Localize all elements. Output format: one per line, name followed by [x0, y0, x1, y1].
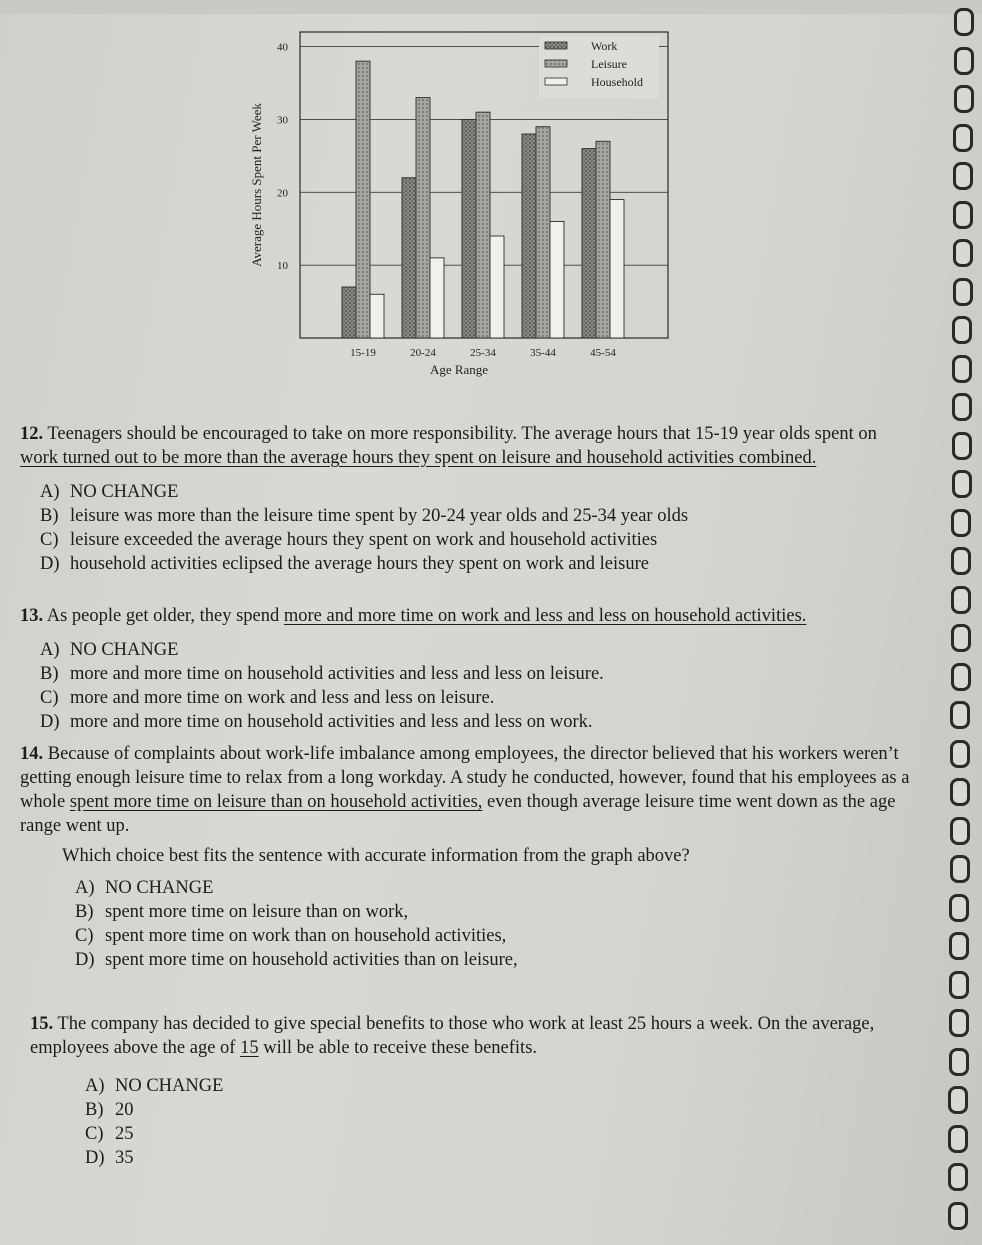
question-15	[30, 1012, 915, 1170]
choice-letter: D)	[85, 1148, 105, 1168]
y-tick-label: 10	[277, 260, 288, 273]
choice-letter: A)	[40, 482, 60, 502]
choice-text: NO CHANGE	[105, 878, 214, 898]
question-13-number: 13.	[20, 606, 44, 626]
question-13-choice-a[interactable]	[20, 638, 890, 662]
question-12-choice-a[interactable]	[20, 480, 890, 504]
binding-ring	[952, 355, 972, 383]
choice-letter: D)	[40, 712, 60, 732]
question-12-choice-b[interactable]	[20, 504, 890, 528]
choice-letter: B)	[40, 664, 59, 684]
bar-work-25-34	[462, 119, 476, 338]
binding-ring	[953, 201, 973, 229]
binding-ring	[951, 663, 971, 691]
bar-household-35-44	[550, 221, 564, 338]
question-14-choice-a[interactable]	[20, 876, 910, 900]
question-15-text: The company has decided to give special benefits to those who work at least 25 hours a week. On the average, employees above the age of	[30, 1014, 875, 1058]
choice-letter: A)	[85, 1076, 105, 1096]
question-13-choice-d[interactable]	[20, 710, 890, 734]
binding-ring	[950, 855, 970, 883]
binding-ring	[953, 278, 973, 306]
question-15-stem	[30, 1012, 915, 1060]
binding-ring	[952, 393, 972, 421]
question-13	[20, 604, 890, 734]
question-14-choice-c[interactable]	[20, 924, 910, 948]
question-15-choice-a[interactable]	[30, 1074, 915, 1098]
binding-ring	[954, 47, 974, 75]
binding-ring	[948, 1125, 968, 1153]
question-12-choice-d[interactable]	[20, 552, 890, 576]
choice-letter: D)	[40, 554, 60, 574]
x-tick-label: 35-44	[530, 347, 556, 359]
legend-swatch-work	[545, 42, 567, 49]
choice-text: 20	[115, 1100, 134, 1120]
binding-ring	[953, 124, 973, 152]
choice-letter: A)	[75, 878, 95, 898]
choice-letter: D)	[75, 950, 95, 970]
question-14	[20, 742, 910, 972]
question-12-stem	[20, 422, 890, 470]
page-top-edge	[0, 0, 982, 14]
question-15-number: 15.	[30, 1014, 54, 1034]
bar-leisure-20-24	[416, 98, 430, 338]
bar-leisure-15-19	[356, 61, 370, 338]
choice-text: spent more time on leisure than on work,	[105, 902, 409, 922]
question-15-text-after: will be able to receive these benefits.	[258, 1038, 538, 1058]
choice-letter: B)	[75, 902, 94, 922]
bar-leisure-25-34	[476, 112, 490, 338]
bar-work-15-19	[342, 287, 356, 338]
question-14-text-after: even though average leisure time went down as the age range went up.	[20, 792, 896, 836]
binding-ring	[948, 1163, 968, 1191]
binding-ring	[953, 162, 973, 190]
y-tick-label: 20	[277, 187, 288, 200]
question-12-choice-c[interactable]	[20, 528, 890, 552]
spiral-binding	[912, 0, 982, 1245]
question-14-choice-b[interactable]	[20, 900, 910, 924]
y-tick-label: 40	[277, 41, 288, 54]
question-15-choice-c[interactable]	[30, 1122, 915, 1146]
choice-text: 35	[115, 1148, 134, 1168]
choice-text: NO CHANGE	[70, 482, 179, 502]
question-14-text: Because of complaints about work-life imbalance among employees, the director believed that his workers weren’t getting enough leisure time to relax from a long workday. A study he conducted, however, found that his employees as a whole	[20, 744, 910, 812]
choice-text: spent more time on work than on household activities,	[105, 926, 507, 946]
binding-ring	[950, 778, 970, 806]
choice-text: NO CHANGE	[70, 640, 179, 660]
question-14-stem	[20, 742, 910, 838]
choice-text: more and more time on household activities and less and less on work.	[70, 712, 593, 732]
question-13-choice-c[interactable]	[20, 686, 890, 710]
question-15-underlined: 15	[240, 1038, 259, 1058]
choice-text: leisure was more than the leisure time spent by 20-24 year olds and 25-34 year olds	[70, 506, 689, 526]
question-12-text: Teenagers should be encouraged to take on more responsibility. The average hours that 15-19 year olds spent on	[47, 424, 877, 444]
choice-text: more and more time on household activities and less and less on leisure.	[70, 664, 604, 684]
binding-ring	[951, 586, 971, 614]
binding-ring	[949, 1048, 969, 1076]
question-14-prompt: Which choice best fits the sentence with accurate information from the graph above?	[62, 846, 690, 866]
question-13-underlined: more and more time on work and less and less on household activities.	[283, 606, 807, 626]
legend-swatch-leisure	[545, 60, 567, 67]
bar-work-20-24	[402, 178, 416, 338]
question-15-choice-d[interactable]	[30, 1146, 915, 1170]
binding-ring	[948, 1202, 968, 1230]
legend-swatch-household	[545, 78, 567, 85]
chart-svg	[245, 30, 685, 385]
x-tick-label: 25-34	[470, 347, 496, 359]
question-15-choice-b[interactable]	[30, 1098, 915, 1122]
binding-ring	[948, 1086, 968, 1114]
bar-household-25-34	[490, 236, 504, 338]
binding-ring	[954, 8, 974, 36]
choice-letter: C)	[85, 1124, 104, 1144]
legend-label-household: Household	[591, 75, 643, 89]
question-12-number: 12.	[20, 424, 44, 444]
binding-ring	[951, 509, 971, 537]
binding-ring	[949, 1009, 969, 1037]
y-tick-label: 30	[277, 114, 288, 127]
bar-household-45-54	[610, 200, 624, 338]
binding-ring	[949, 894, 969, 922]
bar-work-35-44	[522, 134, 536, 338]
question-12-underlined: work turned out to be more than the average hours they spent on leisure and household activities combined.	[20, 448, 817, 468]
legend-label-work: Work	[591, 39, 618, 53]
binding-ring	[950, 817, 970, 845]
choice-letter: B)	[40, 506, 59, 526]
question-14-choice-d[interactable]	[20, 948, 910, 972]
choice-letter: A)	[40, 640, 60, 660]
question-13-text: As people get older, they spend	[46, 606, 284, 626]
choice-text: NO CHANGE	[115, 1076, 224, 1096]
binding-ring	[954, 85, 974, 113]
bar-household-20-24	[430, 258, 444, 338]
choice-text: spent more time on household activities than on leisure,	[105, 950, 518, 970]
binding-ring	[952, 470, 972, 498]
bar-leisure-35-44	[536, 127, 550, 338]
binding-ring	[950, 740, 970, 768]
x-tick-label: 20-24	[410, 347, 436, 359]
binding-ring	[949, 971, 969, 999]
legend-label-leisure: Leisure	[591, 57, 627, 71]
x-tick-label: 15-19	[350, 347, 376, 359]
binding-ring	[952, 432, 972, 460]
choice-letter: C)	[40, 530, 59, 550]
question-13-choice-b[interactable]	[20, 662, 890, 686]
binding-ring	[951, 547, 971, 575]
choice-text: more and more time on work and less and less on leisure.	[70, 688, 495, 708]
choice-letter: C)	[40, 688, 59, 708]
question-13-stem	[20, 604, 890, 628]
choice-text: leisure exceeded the average hours they spent on work and household activities	[70, 530, 658, 550]
binding-ring	[952, 316, 972, 344]
x-tick-label: 45-54	[590, 347, 616, 359]
choice-text: 25	[115, 1124, 134, 1144]
y-axis-label: Average Hours Spent Per Week	[249, 103, 264, 267]
bar-leisure-45-54	[596, 141, 610, 338]
question-14-number: 14.	[20, 744, 44, 764]
bar-chart	[245, 30, 685, 385]
binding-ring	[950, 701, 970, 729]
choice-letter: B)	[85, 1100, 104, 1120]
question-12	[20, 422, 890, 576]
binding-ring	[953, 239, 973, 267]
bar-household-15-19	[370, 294, 384, 338]
question-14-underlined: spent more time on leisure than on household activities,	[69, 792, 483, 812]
choice-text: household activities eclipsed the average hours they spent on work and leisure	[70, 554, 649, 574]
bar-work-45-54	[582, 149, 596, 338]
binding-ring	[951, 624, 971, 652]
binding-ring	[949, 932, 969, 960]
choice-letter: C)	[75, 926, 94, 946]
x-axis-label: Age Range	[429, 362, 489, 377]
